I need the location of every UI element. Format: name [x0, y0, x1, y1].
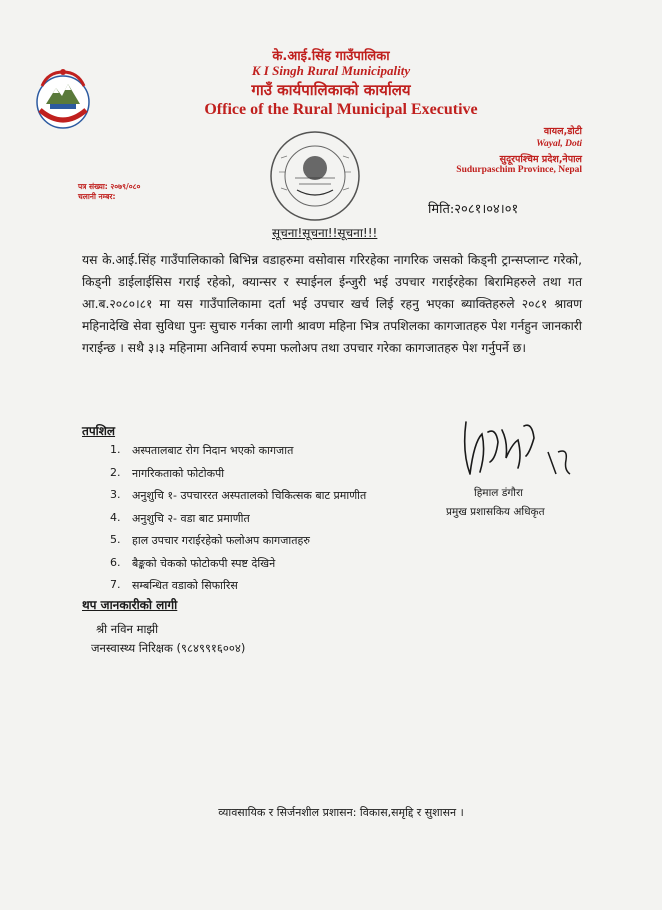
- signature-icon: [452, 412, 592, 482]
- address-nepali: वायल,डोटी: [543, 126, 582, 137]
- municipality-name-nepali: के.आई.सिंह गाउँपालिका: [272, 49, 390, 64]
- office-seal-icon: [267, 128, 363, 224]
- signer-role: प्रमुख प्रशासकिय अधिकृत: [446, 506, 545, 518]
- notice-title: सूचना!सूचना!!सूचना!!!: [272, 226, 378, 240]
- province-nepali: सुदूरपश्चिम प्रदेश,नेपाल: [499, 154, 582, 165]
- contact-role-phone: जनस्वास्थ्य निरिक्षक (९८४९९१६००४): [91, 641, 246, 655]
- contact-name: श्री नविन माझी: [96, 622, 159, 636]
- address-english: Wayal, Doti: [536, 139, 582, 149]
- office-name-english: Office of the Rural Municipal Executive: [204, 101, 478, 118]
- contact-heading: थप जानकारीको लागी: [82, 598, 178, 612]
- province-english: Sudurpaschim Province, Nepal: [456, 165, 582, 175]
- notice-date: मिति:२०८१।०४।०१: [428, 202, 519, 217]
- signer-name: हिमाल डंगौरा: [474, 487, 524, 499]
- letter-number: पत्र संख्या: २०७९/०८०: [78, 182, 141, 191]
- municipality-name-english: K I Singh Rural Municipality: [251, 63, 411, 78]
- dispatch-number: चलानी नम्बर:: [78, 192, 116, 201]
- office-name-nepali: गाउँ कार्यपालिकाको कार्यालय: [251, 81, 411, 99]
- notice-document: के.आई.सिंह गाउँपालिका K I Singh Rural Municipality गाउँ कार्यपालिकाको कार्यालय Office of the Rural Municipal Executive वायल,डोटी Wayal, Doti सुदूरपश्चिम प्रदेश,नेपाल Sudurpaschim Province, Nepal पत्र संख्या: २०७९/०८० चलानी नम्बर: मिति:२०८१।०४।०१ सूचना!सूचना!!सूचना!!! यस के.आई.सिंह गाउँपालिकाको बिभिन्न वडाहरुमा वसोवास गरिरहेका नागरिक जसको किड्नी ट्रान्सप्लान्ट गरेको, किड्नी डाईलाईसिस गराई रहेको, क्यान्सर र स्पाईनल ईन्जुरी भई उपचार गराईरहेका बिरामिहरुले तथा गत आ.ब.२०८०।८१ मा यस गाउँपालिकामा दर्ता भई उपचार खर्च लिई रहनु भएका ब्याक्तिहरुले २०८१ श्रावण महिनादेखि सेवा सुविधा पुनः सुचारु गर्नका लागी श्रावण महिना भित्र तपशिलका कागजातहरु पेश गर्नहुन जानकारी गराईन्छ । सथै ३।३ महिनामा अनिवार्य रुपमा फलोअप तथा उपचार गरेका कागजातहरु पेश गर्नुपर्ने छ। तपशिल 1. अस्पतालबाट रोग निदान भएको कागजात 2. नागरिकताको फोटोकपी 3. अनुशुचि १- उपचाररत अस्पतालको चिकित्सक बाट प्रमाणीत 4. अनुशुचि २- वडा बाट प्रमाणीत 5. हाल उपचार गराईरहेको फलोअप कागजातहरु 6. बैङ्कको चेकको फोटोकपी स्पष्ट देखिने 7. सम्बन्धित वडाको सिफारिस थप जानकारीको लागी श्री नविन माझी जनस्वास्थ्य निरिक्षक (९८४९९१६००४) हिमाल डंगौरा प्रमुख प्रशासकिय अधिकृत व्यावसायिक र सिर्जनशील प्रशासन: विकास,समृद्दि र सुशासन ।: [0, 0, 662, 910]
- footer-slogan: व्यावसायिक र सिर्जनशील प्रशासन: विकास,समृद्दि र सुशासन ।: [218, 806, 464, 819]
- tapashil-heading: तपशिल: [82, 424, 116, 438]
- notice-body: यस के.आई.सिंह गाउँपालिकाको बिभिन्न वडाहरुमा वसोवास गरिरहेका नागरिक जसको किड्नी ट्रान्सप्लान्ट गरेको, किड्नी डाईलाईसिस गराई रहेको, क्यान्सर र स्पाईनल ईन्जुरी भई उपचार गराईरहेका बिरामिहरुले तथा गत आ.ब.२०८०।८१ मा यस गाउँपालिकामा दर्ता भई उपचार खर्च लिई रहनु भएका ब्याक्तिहरुले २०८१ श्रावण महिनादेखि सेवा सुविधा पुनः सुचारु गर्नका लागी श्रावण महिना भित्र तपशिलका कागजातहरु पेश गर्नहुन जानकारी गराईन्छ । सथै ३।३ महिनामा अनिवार्य रुपमा फलोअप तथा उपचार गरेका कागजातहरु पेश गर्नुपर्ने छ।: [82, 253, 582, 355]
